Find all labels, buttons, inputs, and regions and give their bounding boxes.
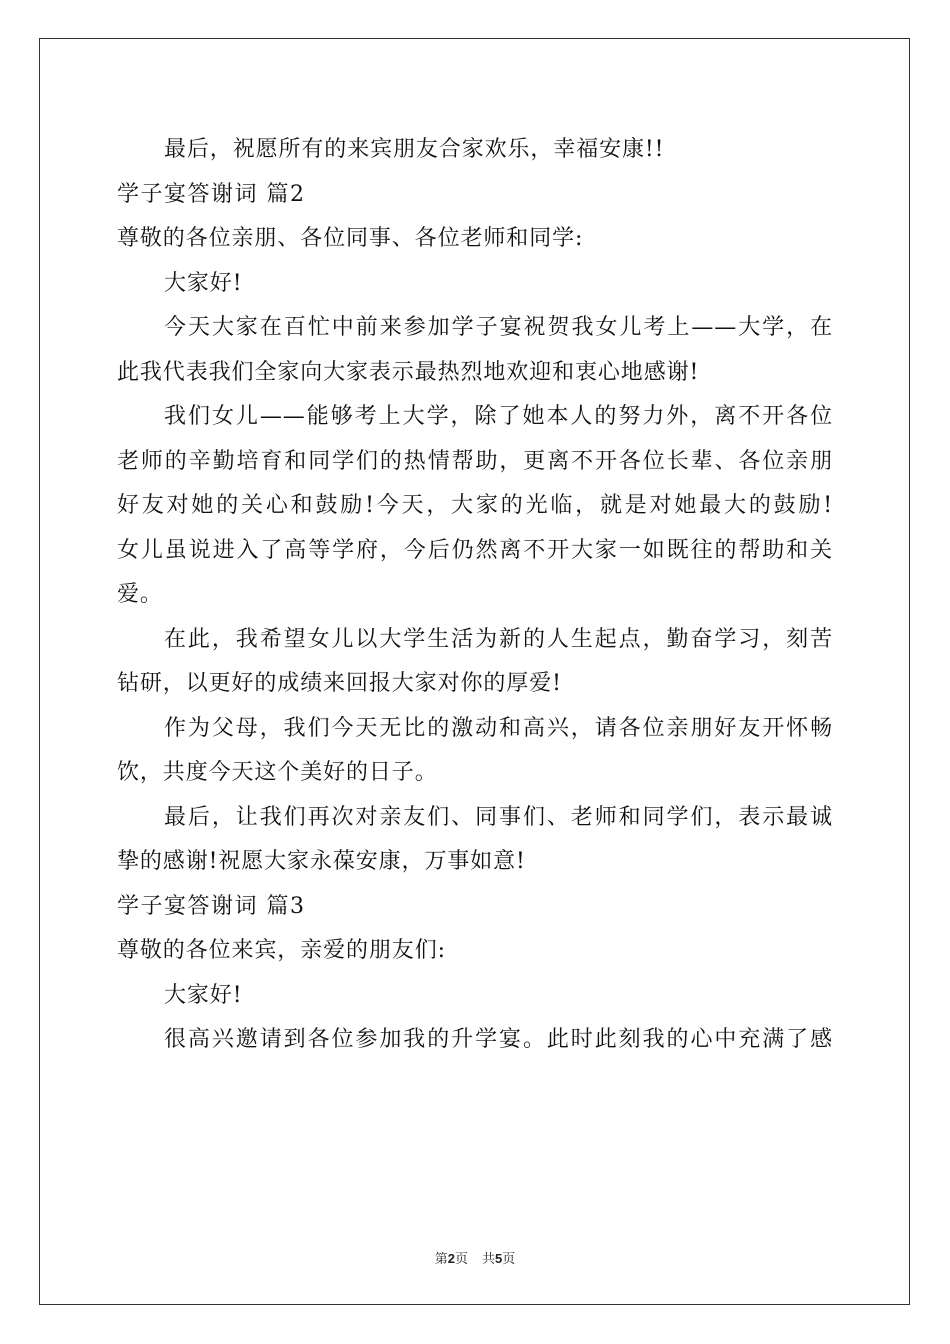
text-line: 尊敬的各位亲朋、各位同事、各位老师和同学: xyxy=(117,226,584,251)
page-footer xyxy=(0,1248,950,1267)
text-line: 爱。 xyxy=(117,582,163,607)
footer-total-pages: 5 xyxy=(495,1251,503,1266)
text-line: 此我代表我们全家向大家表示最热烈地欢迎和衷心地感谢! xyxy=(117,359,700,385)
footer-total-prefix: 共 xyxy=(482,1252,496,1267)
text-line: 好友对她的关心和鼓励!今天，大家的光临，就是对她最大的鼓励! xyxy=(117,493,833,518)
document-body xyxy=(117,128,833,1063)
text-line: 女儿虽说进入了高等学府，今后仍然离不开大家一如既往的帮助和关 xyxy=(117,537,833,563)
section-heading: 学子宴答谢词 篇3 xyxy=(117,893,306,919)
text-line: 最后，祝愿所有的来宾朋友合家欢乐，幸福安康!! xyxy=(164,137,665,162)
text-line: 作为父母，我们今天无比的激动和高兴，请各位亲朋好友开怀畅 xyxy=(164,715,833,741)
text-line: 挚的感谢!祝愿大家永葆安康，万事如意! xyxy=(117,849,526,874)
text-line: 今天大家在百忙中前来参加学子宴祝贺我女儿考上——大学，在 xyxy=(164,315,833,340)
text-line: 饮，共度今天这个美好的日子。 xyxy=(117,760,438,785)
text-line: 大家好! xyxy=(164,982,243,1008)
footer-page-suffix: 页 xyxy=(454,1252,468,1267)
text-line: 在此，我希望女儿以大学生活为新的人生起点，勤奋学习，刻苦 xyxy=(164,626,833,652)
text-line: 大家好! xyxy=(164,270,243,296)
text-line: 尊敬的各位来宾，亲爱的朋友们: xyxy=(117,938,446,963)
text-line: 老师的辛勤培育和同学们的热情帮助，更离不开各位长辈、各位亲朋 xyxy=(117,448,833,474)
section-heading: 学子宴答谢词 篇2 xyxy=(117,181,306,207)
footer-total-suffix: 页 xyxy=(502,1252,516,1267)
text-line: 钻研，以更好的成绩来回报大家对你的厚爱! xyxy=(117,671,562,696)
footer-page-prefix: 第 xyxy=(434,1252,448,1267)
text-line: 很高兴邀请到各位参加我的升学宴。此时此刻我的心中充满了感 xyxy=(164,1027,833,1052)
text-line: 最后，让我们再次对亲友们、同事们、老师和同学们，表示最诚 xyxy=(164,804,833,830)
text-line: 我们女儿——能够考上大学，除了她本人的努力外，离不开各位 xyxy=(164,404,833,429)
footer-current-page: 2 xyxy=(447,1251,455,1266)
